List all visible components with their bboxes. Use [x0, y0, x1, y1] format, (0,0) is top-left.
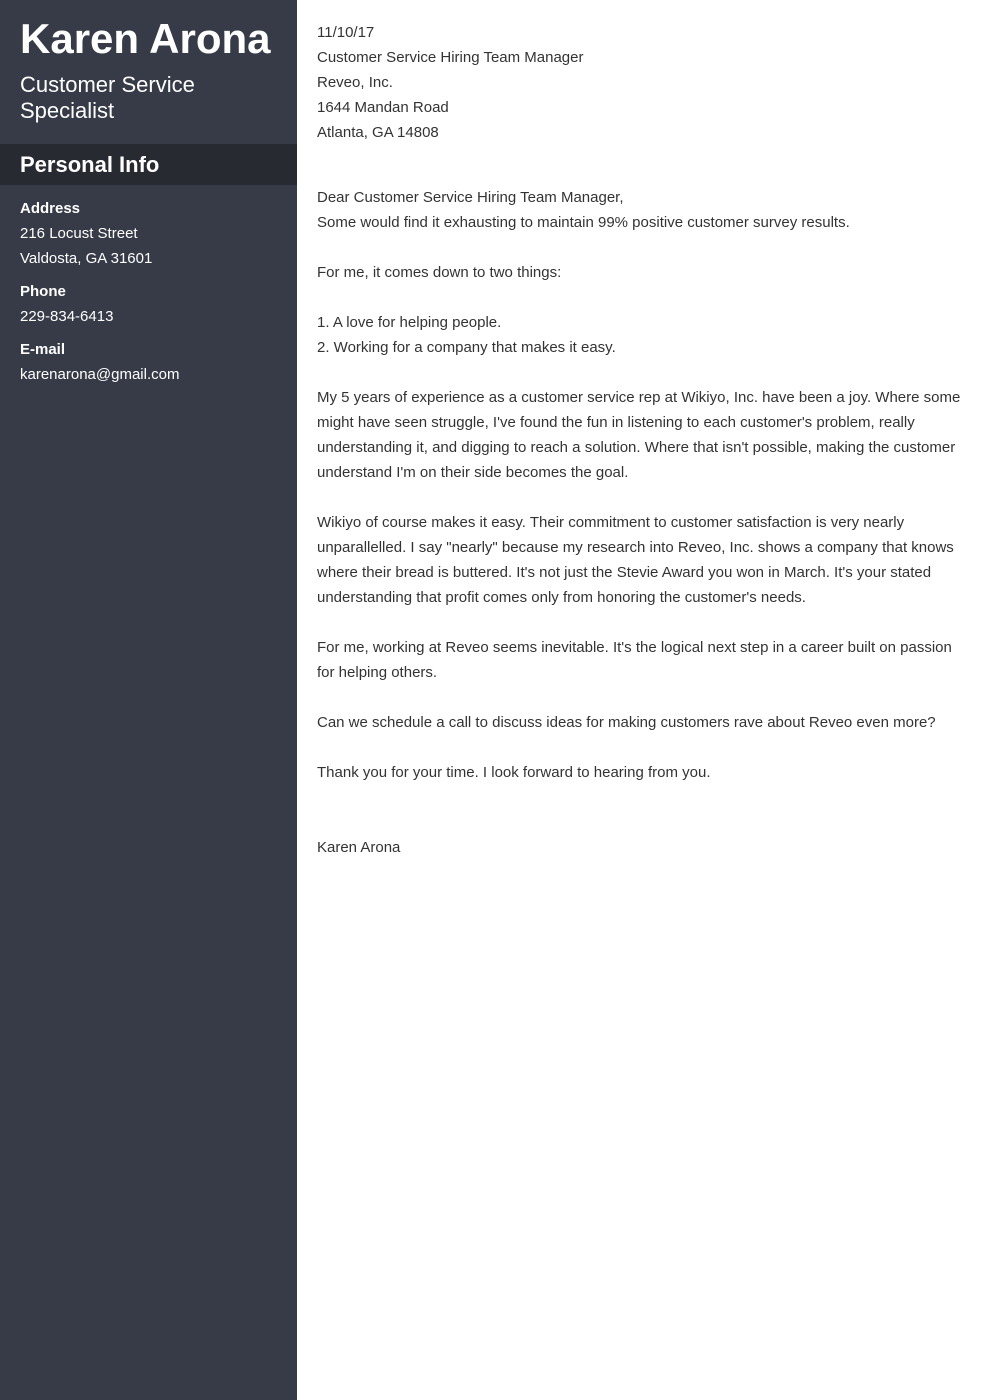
paragraph-5: For me, working at Reveo seems inevitable. It's the logical next step in a career built on passion for helping others.: [317, 639, 952, 681]
paragraph-7: Thank you for your time. I look forward to hearing from you.: [317, 764, 711, 781]
applicant-name: Karen Arona: [20, 15, 271, 62]
address-line-2: Valdosta, GA 31601: [20, 250, 153, 267]
phone-label: Phone: [20, 283, 66, 300]
paragraph-1: Some would find it exhausting to maintain 99% positive customer survey results.: [317, 214, 850, 231]
paragraph-6: Can we schedule a call to discuss ideas for making customers rave about Reveo even more?: [317, 714, 936, 731]
recipient-line-3: 1644 Mandan Road: [317, 99, 449, 116]
letter-date: 11/10/17: [317, 24, 375, 41]
address-label: Address: [20, 200, 81, 217]
email-group: [20, 337, 277, 387]
address-line-1: 216 Locust Street: [20, 225, 138, 242]
salutation: Dear Customer Service Hiring Team Manager,: [317, 189, 624, 206]
list-item: 2. Working for a company that makes it easy.: [317, 339, 616, 356]
email-address: karenarona@gmail.com: [20, 366, 180, 383]
closing-gap: [317, 810, 962, 835]
phone-number: 229-834-6413: [20, 308, 114, 325]
email-label: E-mail: [20, 341, 66, 358]
recipient-line-1: Customer Service Hiring Team Manager: [317, 49, 584, 66]
paragraph-4: Wikiyo of course makes it easy. Their commitment to customer satisfaction is very nearly unparallelled. I say "nearly" because my research into Reveo, Inc. shows a company that knows where their bread is buttered. It's not just the Stevie Award you won in March. It's your stated understanding that profit comes only from honoring the customer's needs.: [317, 514, 954, 606]
cover-letter: [297, 0, 990, 1400]
paragraph-2: For me, it comes down to two things:: [317, 264, 562, 281]
recipient-block: [317, 45, 962, 145]
paragraph-3: My 5 years of experience as a customer service rep at Wikiyo, Inc. have been a joy. Where some might have seen struggle, I've found the fun in listening to each customer's problem, really understanding it, and digging to reach a solution. Where that isn't possible, making the customer understand I'm on their side becomes the goal.: [317, 389, 961, 481]
sidebar: [0, 0, 297, 1400]
signature: Karen Arona: [317, 839, 401, 856]
recipient-line-2: Reveo, Inc.: [317, 74, 393, 91]
applicant-title: Customer Service Specialist: [20, 72, 195, 123]
recipient-line-4: Atlanta, GA 14808: [317, 124, 439, 141]
list-item: 1. A love for helping people.: [317, 314, 502, 331]
personal-info: [0, 185, 297, 387]
personal-info-header: Personal Info: [0, 144, 297, 185]
address-group: [20, 196, 277, 271]
phone-group: [20, 279, 277, 329]
reasons-list: [317, 310, 962, 360]
